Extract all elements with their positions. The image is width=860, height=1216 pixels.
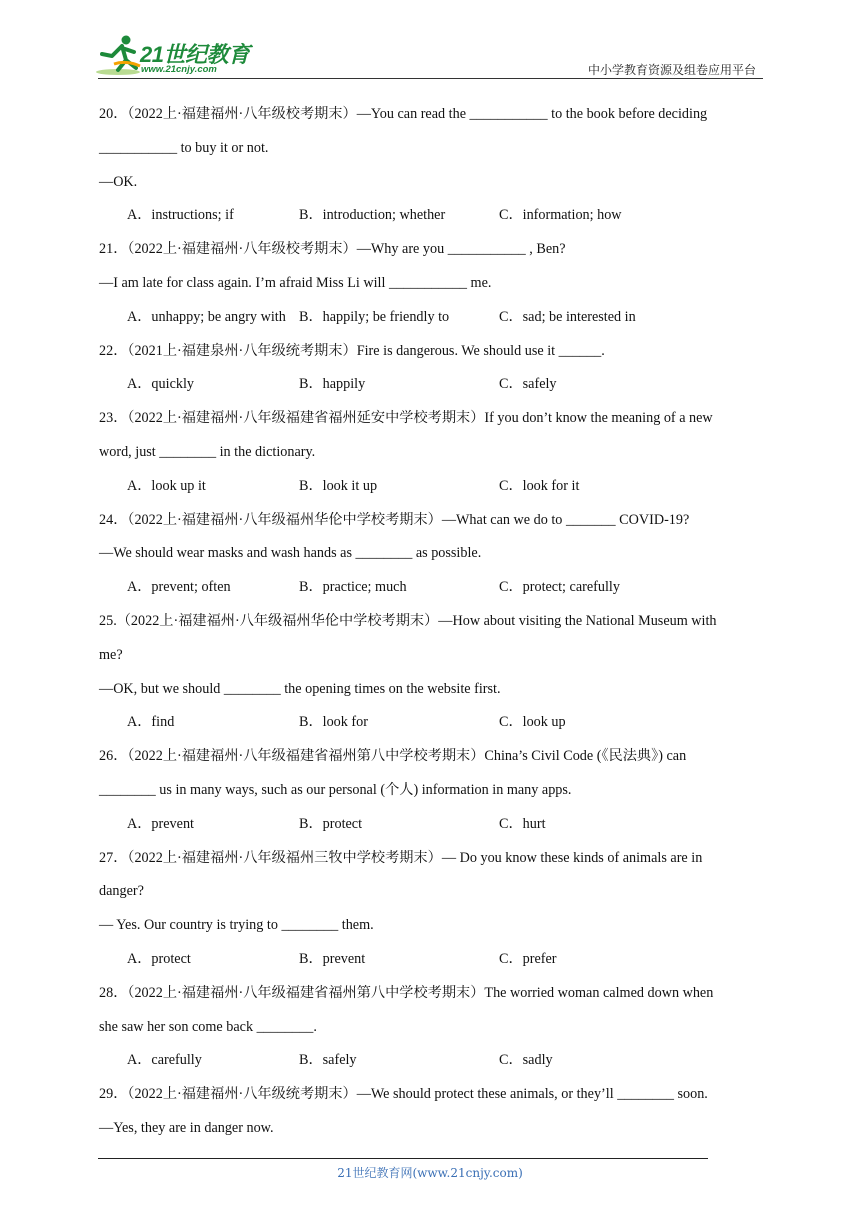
question-stem: 24．（2022上·福建福州·八年级福州华伦中学校考期末）—What can we do to _______ COVID-19? (99, 511, 690, 528)
option-a[interactable]: A．prevent (127, 815, 194, 832)
option-a[interactable]: A．quickly (127, 376, 194, 393)
option-b[interactable]: B．look for (299, 714, 368, 731)
option-c[interactable]: C．hurt (499, 815, 546, 832)
option-a[interactable]: A．unhappy; be angry with (127, 308, 286, 325)
page-header (0, 0, 860, 80)
question-line: word, just ________ in the dictionary. (99, 443, 316, 460)
question-stem: 22．（2021上·福建泉州·八年级统考期末）Fire is dangerous. We should use it ______. (99, 342, 605, 359)
option-b[interactable]: B．introduction; whether (299, 207, 446, 224)
question-line: —We should wear masks and wash hands as ________ as possible. (99, 545, 482, 562)
option-b[interactable]: B．practice; much (299, 579, 407, 596)
question-stem: 23．（2022上·福建福州·八年级福建省福州延安中学校考期末）If you don’t know the meaning of a new (99, 410, 713, 427)
option-b[interactable]: B．look it up (299, 477, 378, 494)
options-row (99, 571, 763, 605)
question-stem: 27．（2022上·福建福州·八年级福州三牧中学校考期末）— Do you know these kinds of animals are in (99, 849, 703, 866)
question-item (99, 98, 763, 233)
question-line: me? (99, 646, 123, 663)
options-row (99, 943, 763, 977)
question-item (99, 233, 763, 334)
options-row (99, 368, 763, 402)
question-line: —I am late for class again. I’m afraid Miss Li will ___________ me. (99, 274, 492, 291)
option-c[interactable]: C．sadly (499, 1052, 553, 1069)
option-c[interactable]: C．look for it (499, 477, 580, 494)
option-b[interactable]: B．protect (299, 815, 363, 832)
option-b[interactable]: B．happily; be friendly to (299, 308, 450, 325)
question-line: —OK. (99, 173, 138, 190)
question-list (99, 98, 763, 1146)
question-item (99, 842, 763, 977)
question-line: ___________ to buy it or not. (99, 139, 269, 156)
footer-text: 21世纪教育网(www.21cnjy.com) (337, 1166, 523, 1180)
option-c[interactable]: C．prefer (499, 950, 557, 967)
option-c[interactable]: C．information; how (499, 207, 622, 224)
options-row (99, 199, 763, 233)
option-a[interactable]: A．look up it (127, 477, 206, 494)
question-item (99, 504, 763, 605)
question-stem: 26．（2022上·福建福州·八年级福建省福州第八中学校考期末）China’s Civil Code (《民法典》) can (99, 748, 687, 765)
platform-title: 中小学教育资源及组卷应用平台 (587, 63, 756, 77)
options-row (99, 706, 763, 740)
option-a[interactable]: A．protect (127, 950, 191, 967)
option-c[interactable]: C．sad; be interested in (499, 308, 636, 325)
option-b[interactable]: B．prevent (299, 950, 366, 967)
question-line: ________ us in many ways, such as our personal (个人) information in many apps. (99, 781, 572, 798)
options-row (99, 808, 763, 842)
option-a[interactable]: A．instructions; if (127, 207, 234, 224)
footer-divider (98, 1158, 708, 1159)
question-line: —Yes, they are in danger now. (99, 1119, 274, 1136)
question-item (99, 605, 763, 740)
logo-url: www.21cnjy.com (141, 64, 217, 75)
question-line: — Yes. Our country is trying to ________ them. (99, 917, 374, 934)
question-line: —OK, but we should ________ the opening times on the website first. (99, 680, 501, 697)
question-line: she saw her son come back ________. (99, 1018, 317, 1035)
question-item (99, 1078, 763, 1146)
question-stem: 29．（2022上·福建福州·八年级统考期末）—We should protect these animals, or they’ll ________ soon. (99, 1086, 708, 1103)
header-divider (98, 78, 763, 79)
option-c[interactable]: C．look up (499, 714, 566, 731)
option-a[interactable]: A．carefully (127, 1052, 202, 1069)
option-c[interactable]: C．safely (499, 376, 557, 393)
option-a[interactable]: A．prevent; often (127, 579, 231, 596)
question-line: danger? (99, 883, 144, 900)
question-item (99, 977, 763, 1078)
question-stem: 28．（2022上·福建福州·八年级福建省福州第八中学校考期末）The worried woman calmed down when (99, 984, 714, 1001)
question-stem: 25.（2022上·福建福州·八年级福州华伦中学校考期末）—How about visiting the National Museum with (99, 612, 717, 629)
options-row (99, 301, 763, 335)
option-b[interactable]: B．happily (299, 376, 366, 393)
logo-text: 21世纪教育 (140, 42, 250, 67)
question-stem: 20．（2022上·福建福州·八年级校考期末）—You can read the ___________ to the book before deciding (99, 106, 708, 122)
question-item (99, 740, 763, 841)
option-a[interactable]: A．find (127, 714, 175, 731)
question-stem: 21．（2022上·福建福州·八年级校考期末）—Why are you ___________ , Ben? (99, 241, 566, 258)
question-item (99, 335, 763, 403)
question-item (99, 402, 763, 503)
options-row (99, 1044, 763, 1078)
options-row (99, 470, 763, 504)
option-c[interactable]: C．protect; carefully (499, 579, 620, 596)
option-b[interactable]: B．safely (299, 1052, 357, 1069)
